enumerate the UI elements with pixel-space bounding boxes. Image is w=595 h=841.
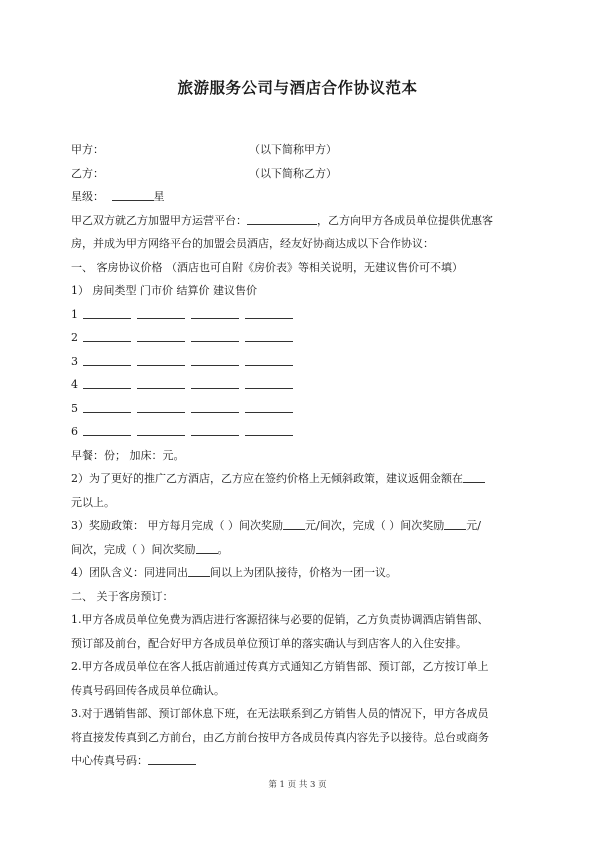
room-type-blank [83, 422, 131, 436]
price-row-number: 5 [71, 401, 78, 415]
clause-3-line-3 [71, 749, 531, 773]
price-row-number: 6 [71, 425, 78, 438]
suggested-price-blank [245, 352, 293, 366]
rack-rate-blank [137, 399, 185, 413]
item-3-text-c: 元/ [466, 519, 481, 532]
star-label: 星级： [71, 190, 104, 203]
settlement-price-blank [191, 422, 239, 436]
commission-blank [463, 469, 485, 483]
price-row [71, 373, 531, 397]
item-3-line-1 [71, 514, 531, 538]
breakfast-line: 早餐：份； 加床：元。 [71, 448, 185, 462]
item-3-text-a: 3）奖励政策： 甲方每月完成（ ）间次奖励 [71, 519, 283, 532]
price-row-number: 2 [71, 331, 78, 344]
rack-rate-blank [137, 305, 185, 319]
price-row [71, 326, 531, 350]
party-a-line [71, 138, 531, 162]
clause-1-line-1: 1.甲方各成员单位免费为酒店进行客源招徕与必要的促销，乙方负责协调酒店销售部、 [71, 613, 489, 626]
item-4-text-a: 4）团队含义：同进同出 [71, 566, 188, 579]
star-blank [112, 187, 154, 201]
item-2-line-1 [71, 467, 531, 491]
price-row [71, 350, 531, 374]
intro-line-2: 房，并成为甲方网络平台的加盟会员酒店，经友好协商达成以下合作协议： [71, 237, 434, 250]
agreement-body [71, 138, 531, 773]
price-rows [71, 303, 531, 444]
party-b-label: 乙方： [71, 166, 104, 180]
suggested-price-blank [245, 305, 293, 319]
clause-1-line-2: 预订部及前台，配合好甲方各成员单位预订单的落实确认与到店客人的入住安排。 [71, 636, 467, 650]
party-a-note: （以下简称甲方） [249, 143, 337, 156]
group-size-blank [188, 563, 210, 577]
rack-rate-blank [137, 375, 185, 389]
room-type-blank [83, 352, 131, 366]
price-row-number: 1 [71, 307, 78, 321]
section-1-heading: 一、 客房协议价格 （酒店也可自附《房价表》等相关说明，无建议售价可不填） [71, 260, 463, 274]
item-3-text-d: 间次，完成（ ）间次奖励 [71, 542, 196, 556]
settlement-price-blank [191, 352, 239, 366]
clause-2-line-1: 2.甲方各成员单位在客人抵店前通过传真方式通知乙方销售部、预订部，乙方按订单上 [71, 660, 489, 673]
item-4-text-b: 间以上为团队接待，价格为一团一议。 [210, 566, 397, 579]
suggested-price-blank [245, 328, 293, 342]
reward-blank-2 [444, 516, 466, 530]
item-2-text: 2）为了更好的推广乙方酒店，乙方应在签约价格上无倾斜政策，建议返佣金额在 [71, 472, 463, 485]
room-type-blank [83, 328, 131, 342]
clause-3-text: 中心传真号码： [71, 754, 148, 767]
rack-rate-blank [137, 422, 185, 436]
price-row [71, 303, 531, 327]
suggested-price-blank [245, 375, 293, 389]
suggested-price-blank [245, 399, 293, 413]
room-type-blank [83, 399, 131, 413]
suggested-price-blank [245, 422, 293, 436]
room-type-blank [83, 375, 131, 389]
settlement-price-blank [191, 328, 239, 342]
item-3-text-b: 元/间次，完成（ ）间次奖励 [305, 519, 445, 532]
price-row [71, 397, 531, 421]
price-header: 1） 房间类型 门市价 结算价 建议售价 [71, 284, 257, 297]
rack-rate-blank [137, 352, 185, 366]
item-3-text-e: 。 [217, 542, 229, 556]
star-line [71, 185, 531, 209]
platform-blank [247, 211, 317, 225]
price-row-number: 4 [71, 378, 78, 391]
item-4-line [71, 561, 531, 585]
price-row [71, 420, 531, 444]
item-2-line-2: 元以上。 [71, 495, 115, 509]
intro-line-1 [71, 209, 531, 233]
star-suffix: 星 [153, 190, 165, 203]
intro-text-a: 甲乙双方就乙方加盟甲方运营平台： [71, 213, 247, 227]
intro-text-b: ，乙方向甲方各成员单位提供优惠客 [317, 213, 493, 227]
price-row-number: 3 [71, 354, 78, 368]
party-b-note: （以下简称乙方） [249, 166, 337, 180]
clause-2-line-2: 传真号码回传各成员单位确认。 [71, 683, 225, 697]
settlement-price-blank [191, 305, 239, 319]
clause-3-line-2: 将直接发传真到乙方前台，由乙方前台按甲方各成员传真内容先予以接待。总台或商务 [71, 730, 489, 744]
settlement-price-blank [191, 399, 239, 413]
party-b-line [71, 162, 531, 186]
party-a-label: 甲方： [71, 143, 104, 156]
settlement-price-blank [191, 375, 239, 389]
reward-blank-3 [196, 540, 218, 554]
section-2-heading: 二、 关于客房预订： [71, 589, 174, 603]
item-3-line-2 [71, 538, 531, 562]
clause-3-line-1: 3.对于遇销售部、预订部休息下班，在无法联系到乙方销售人员的情况下，甲方各成员 [71, 707, 489, 720]
page-footer: 第 1 页 共 3 页 [268, 780, 327, 790]
document-title: 旅游服务公司与酒店合作协议范本 [177, 79, 418, 97]
room-type-blank [83, 305, 131, 319]
rack-rate-blank [137, 328, 185, 342]
fax-number-blank [148, 751, 196, 765]
reward-blank-1 [283, 516, 305, 530]
